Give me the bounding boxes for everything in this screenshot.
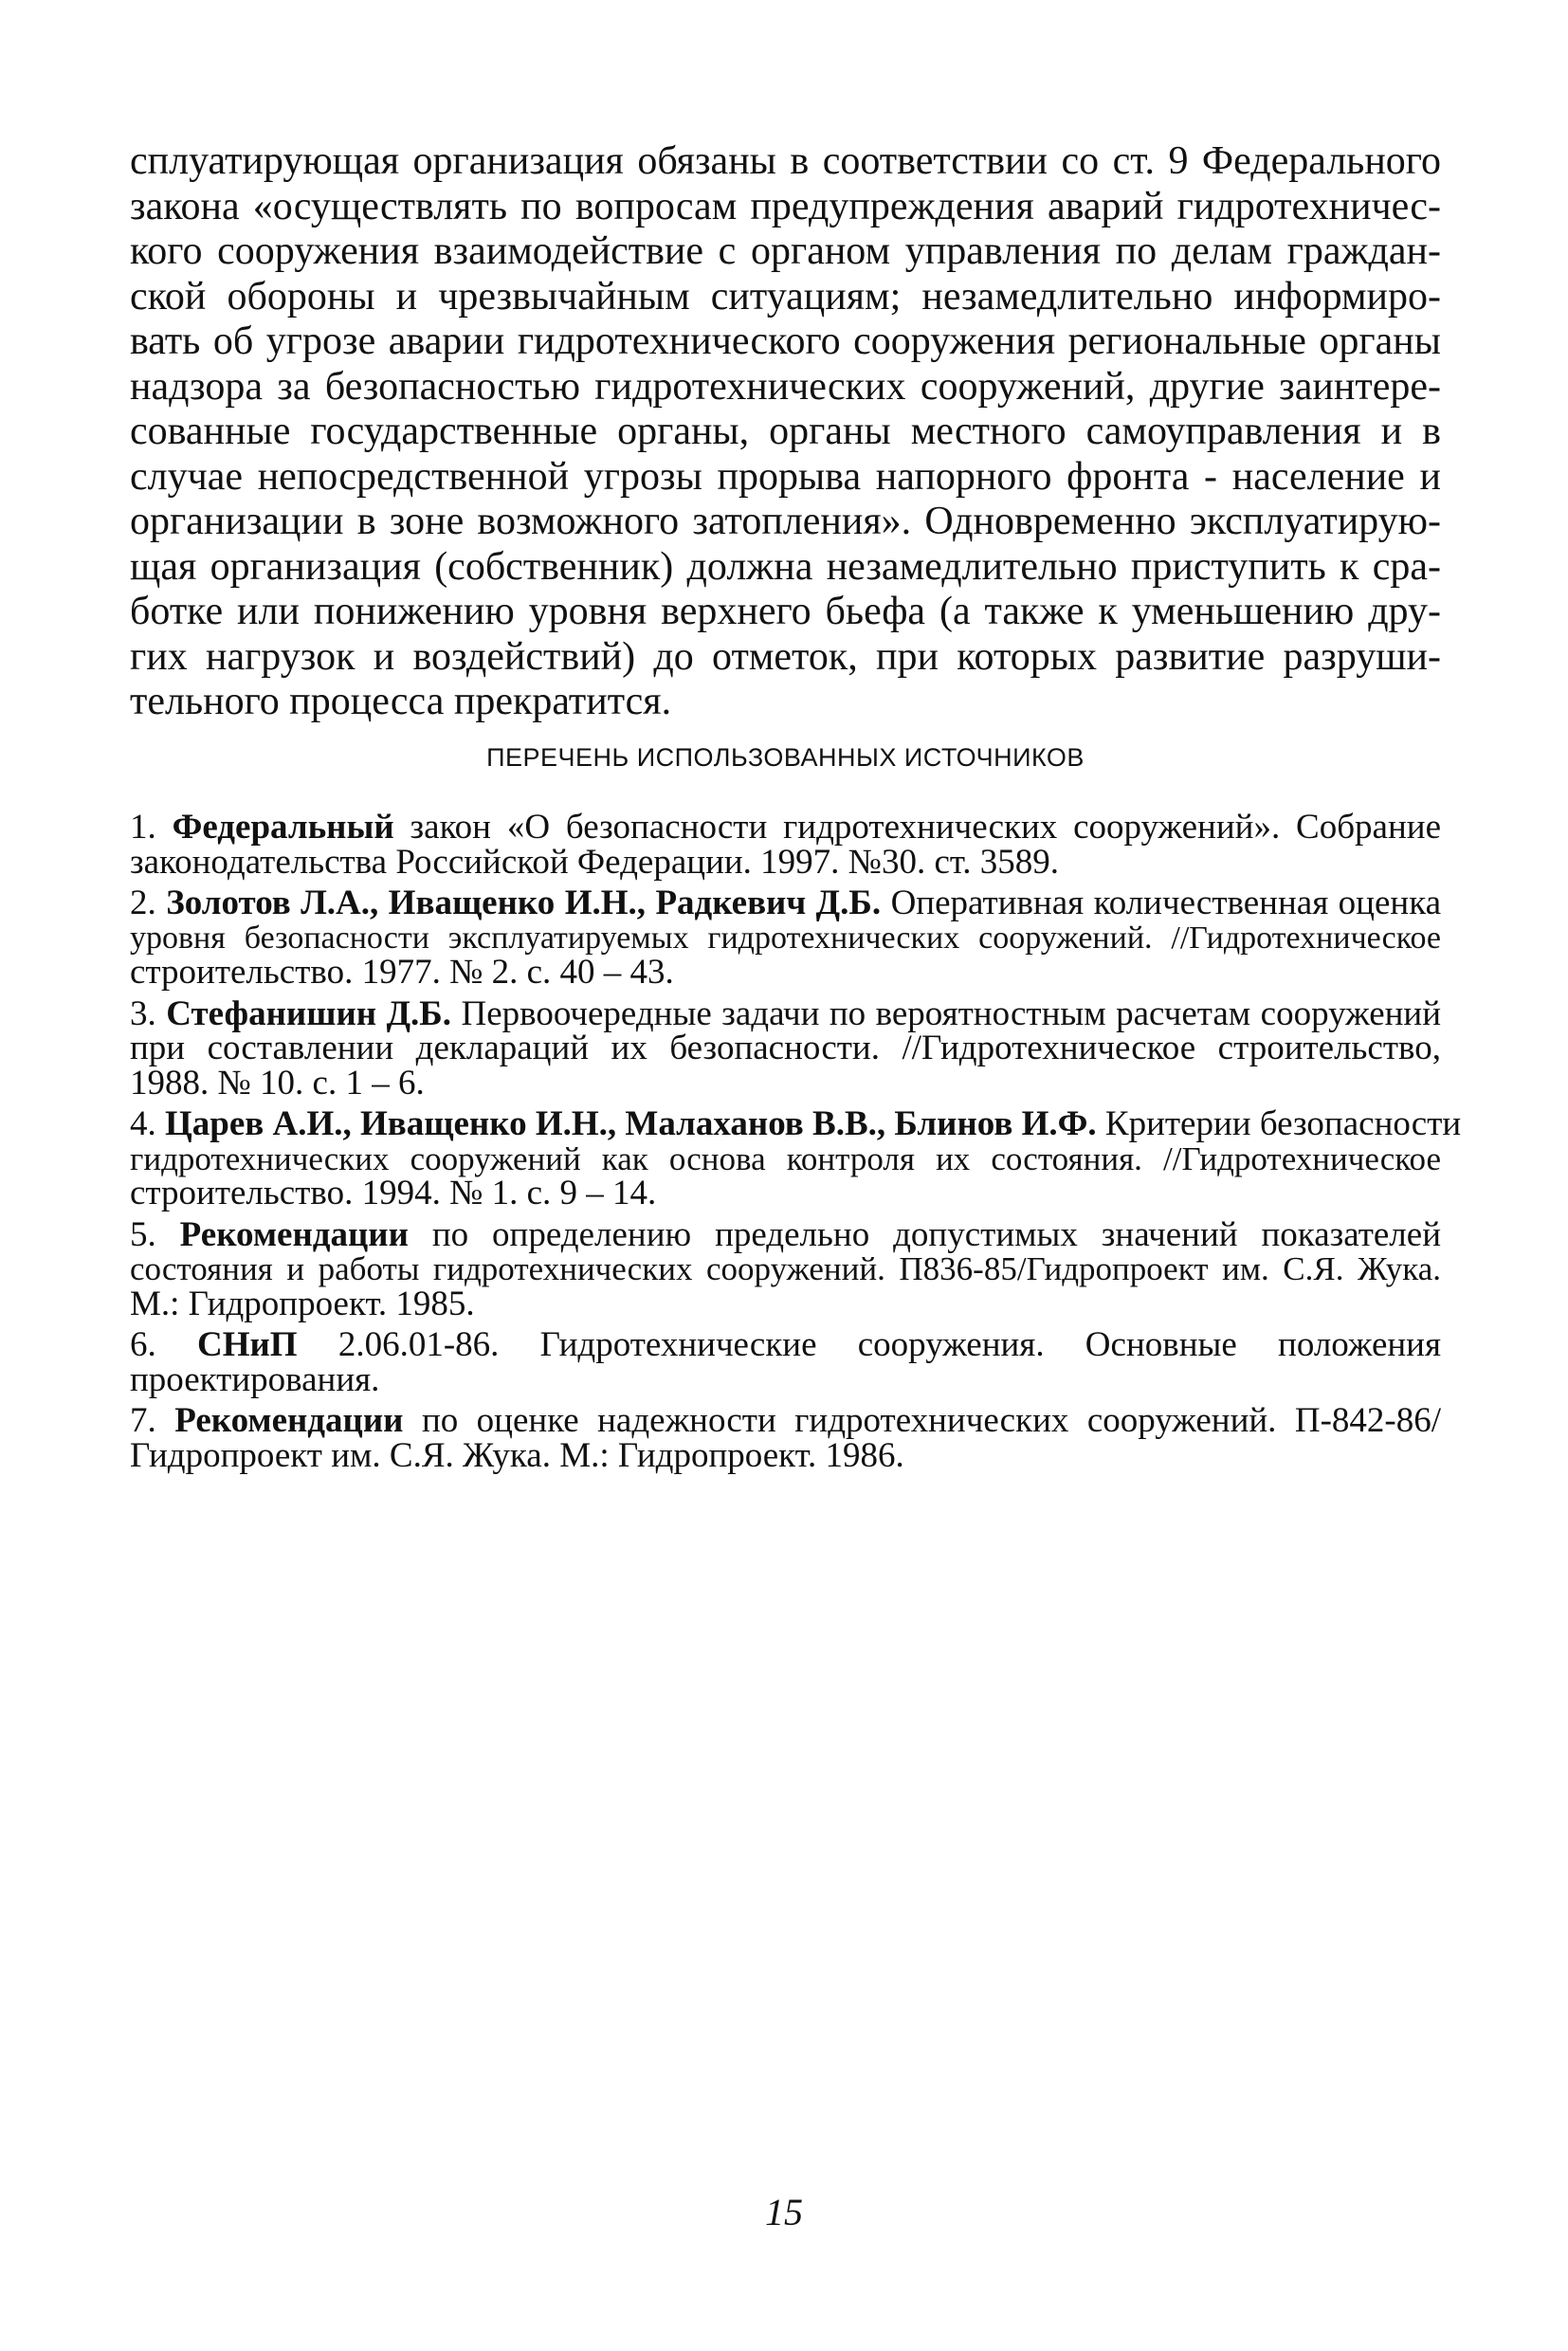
reference-authors: СНиП [196, 1325, 298, 1364]
body-line: ской обороны и чрезвычайным ситуациям; незамедлительно информиро- [130, 274, 1441, 319]
body-line: организации в зоне возможного затопления». Одновременно эксплуатирую- [130, 500, 1441, 543]
reference-line: состояния и работы гидротехнических сооружений. П836-85/Гидропроект им. С.Я. Жука. [130, 1250, 1441, 1287]
reference-item-5 [130, 1214, 1441, 1323]
reference-line [130, 1214, 1441, 1254]
reference-number: 4. [130, 1104, 156, 1143]
body-line: сованные государственные органы, органы местного самоуправления и в [130, 410, 1441, 453]
reference-number: 7. [130, 1401, 156, 1440]
reference-line: строительство. 1977. № 2. с. 40 – 43. [130, 953, 674, 992]
body-paragraph [130, 139, 1441, 725]
reference-line [130, 993, 1442, 1033]
reference-line [130, 808, 1442, 847]
reference-line: строительство. 1994. № 1. с. 9 – 14. [130, 1174, 657, 1212]
body-line: закона «осуществлять по вопросам предупреждения аварий гидротехничес- [130, 184, 1441, 228]
reference-number: 2. [130, 884, 156, 922]
references-heading: ПЕРЕЧЕНЬ ИСПОЛЬЗОВАННЫХ ИСТОЧНИКОВ [486, 743, 1085, 772]
reference-line [130, 886, 1441, 921]
reference-text: по определению предельно допустимых значений показателей [431, 1214, 1441, 1254]
references-list [130, 808, 1462, 1480]
reference-number: 1. [130, 808, 156, 847]
body-line: случае непосредственной угрозы прорыва напорного фронта - население и [130, 454, 1441, 499]
page-number: 15 [765, 2191, 803, 2233]
reference-authors: Царев А.И., Иващенко И.Н., Малаханов В.В., Блинов И.Ф. [165, 1104, 1097, 1143]
body-line: гих нагрузок и воздействий) до отметок, при которых развитие разруши- [130, 634, 1441, 679]
reference-authors: Рекомендации [174, 1401, 404, 1440]
reference-item-2 [130, 886, 1441, 991]
reference-line [130, 1104, 1462, 1143]
reference-line: проектирования. [130, 1359, 380, 1399]
reference-line [130, 1401, 1442, 1440]
reference-text: 2.06.01-86. Гидротехнические сооружения. Основные положения [337, 1325, 1442, 1364]
reference-authors: Федеральный [172, 808, 394, 847]
body-line: щая организация (собственник) должна незамедлительно приступить к сра- [130, 544, 1441, 589]
reference-text: Оперативная количественная оценка [890, 884, 1442, 922]
reference-text: Первоочередные задачи по вероятностным расчетам сооружений [461, 993, 1442, 1033]
body-line: ботке или понижению уровня верхнего бьефа (а также к уменьшению дру- [130, 590, 1441, 633]
reference-text: закон «О безопасности гидротехнических сооружений». Собрание [410, 808, 1442, 847]
reference-line: 1988. № 10. с. 1 – 6. [130, 1063, 425, 1103]
body-line: вать об угрозе аварии гидротехнического сооружения региональные органы [130, 319, 1441, 363]
reference-text: по оценке надежности гидротехнических сооружений. П-842-86/ [421, 1401, 1442, 1440]
reference-line: уровня безопасности эксплуатируемых гидротехнических сооружений. //Гидротехническое [130, 920, 1441, 956]
reference-authors: Стефанишин Д.Б. [166, 993, 451, 1033]
body-line: сплуатирующая организация обязаны в соответствии со ст. 9 Федерального [130, 139, 1441, 183]
reference-line: законодательства Российской Федерации. 1997. №30. ст. 3589. [130, 842, 1060, 882]
reference-line: Гидропроект им. С.Я. Жука. М.: Гидропроект. 1986. [130, 1435, 904, 1475]
reference-text: Критерии безопасности [1104, 1104, 1462, 1143]
body-line: тельного процесса прекратится. [130, 680, 672, 723]
body-line: кого сооружения взаимодействие с органом управления по делам граждан- [130, 229, 1441, 273]
reference-item-4 [130, 1104, 1462, 1212]
reference-item-3 [130, 993, 1442, 1103]
reference-line: М.: Гидропроект. 1985. [130, 1284, 475, 1323]
reference-number: 6. [130, 1325, 156, 1364]
reference-item-1 [130, 808, 1442, 882]
reference-line: гидротехнических сооружений как основа контроля их состояния. //Гидротехническое [130, 1139, 1441, 1177]
reference-item-7 [130, 1401, 1442, 1475]
reference-line: при составлении деклараций их безопасности. //Гидротехническое строительство, [130, 1029, 1441, 1067]
reference-item-6 [130, 1325, 1442, 1399]
body-line: надзора за безопасностью гидротехнических сооружений, другие заинтере- [130, 364, 1441, 409]
reference-authors: Рекомендации [179, 1214, 409, 1254]
reference-line [130, 1325, 1442, 1364]
reference-number: 3. [130, 993, 156, 1033]
reference-number: 5. [130, 1214, 156, 1254]
reference-authors: Золотов Л.А., Иващенко И.Н., Радкевич Д.Б. [166, 884, 882, 922]
